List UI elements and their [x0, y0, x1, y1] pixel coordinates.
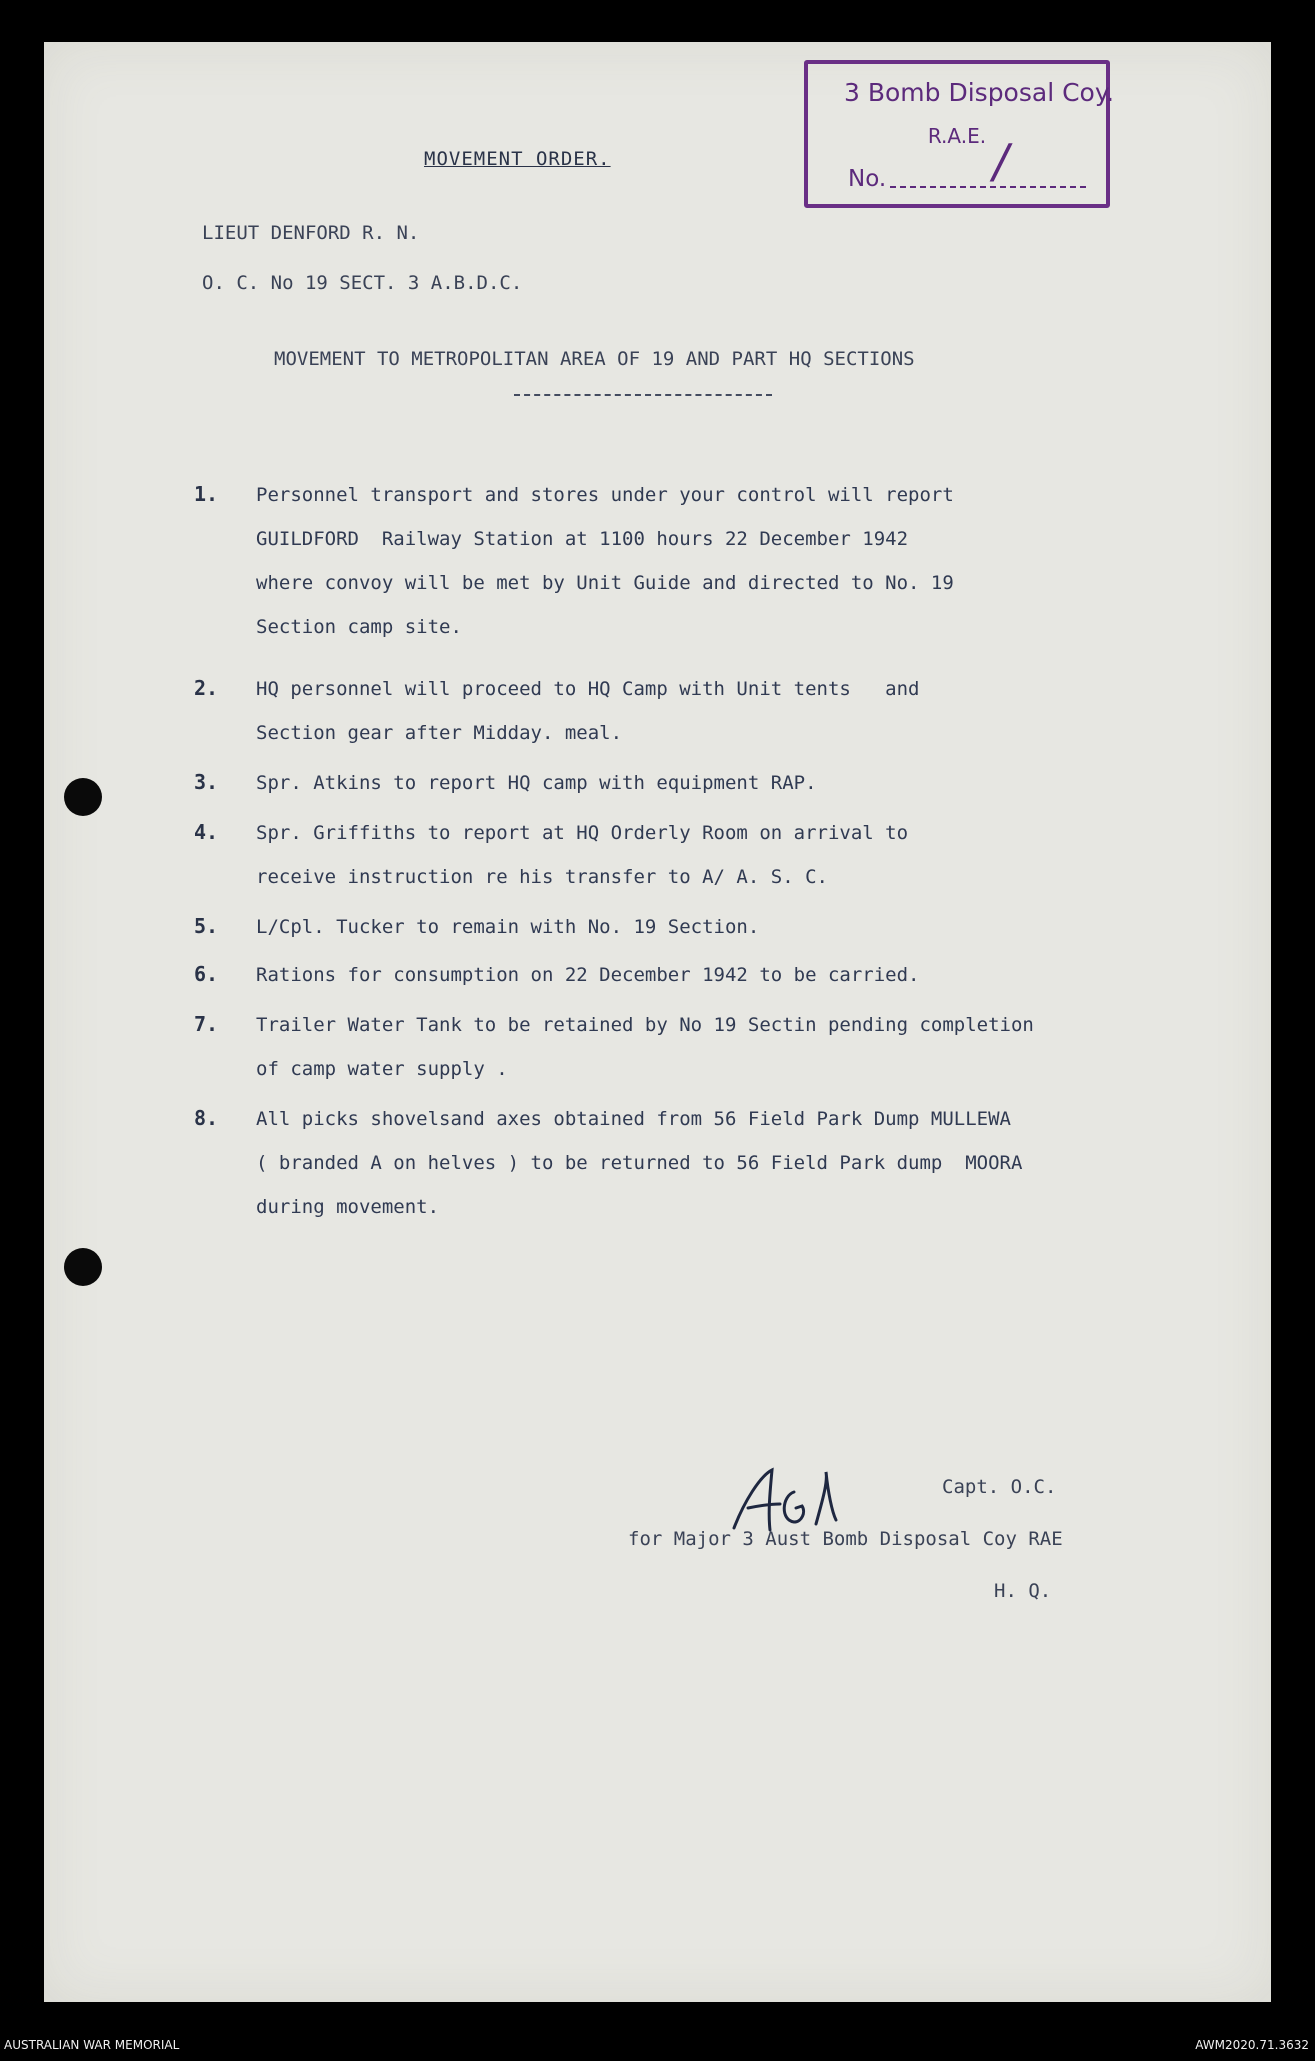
item-line: where convoy will be met by Unit Guide and directed to No. 19: [256, 572, 954, 594]
item-line: L/Cpl. Tucker to remain with No. 19 Section.: [256, 916, 760, 938]
archive-credit: AUSTRALIAN WAR MEMORIAL: [4, 2038, 180, 2052]
item-number: 2.: [194, 676, 219, 700]
item-line: Spr. Griffiths to report at HQ Orderly Room on arrival to: [256, 822, 909, 844]
item-line: All picks shovelsand axes obtained from 56 Field Park Dump MULLEWA: [256, 1108, 1011, 1130]
item-line: of camp water supply .: [256, 1058, 508, 1080]
item-number: 1.: [194, 482, 219, 506]
addressee-line-2: O. C. No 19 SECT. 3 A.B.D.C.: [202, 272, 523, 294]
addressee-line-1: LIEUT DENFORD R. N.: [202, 222, 420, 244]
punch-hole-top: [64, 778, 102, 816]
item-line: Section camp site.: [256, 616, 462, 638]
stamp-no-label: No.: [848, 166, 887, 192]
item-line: ( branded A on helves ) to be returned to 56 Field Park dump MOORA: [256, 1152, 1023, 1174]
item-number: 7.: [194, 1012, 219, 1036]
punch-hole-bottom: [64, 1248, 102, 1286]
stamp-unit-name: 3 Bomb Disposal Coy.: [844, 78, 1115, 107]
unit-stamp: [804, 60, 1115, 208]
item-number: 4.: [194, 820, 219, 844]
item-line: Personnel transport and stores under your control will report: [256, 484, 954, 506]
item-line: receive instruction re his transfer to A/ A. S. C.: [256, 866, 828, 888]
item-line: Trailer Water Tank to be retained by No 19 Sectin pending completion: [256, 1014, 1034, 1036]
stamp-number: /: [993, 134, 1009, 188]
stamp-corps: R.A.E.: [927, 124, 987, 148]
stamp-no-line: [890, 186, 1086, 188]
archive-reference: AWM2020.71.3632: [1195, 2038, 1309, 2052]
item-number: 8.: [194, 1106, 219, 1130]
signatory-for: for Major 3 Aust Bomb Disposal Coy RAE: [628, 1528, 1063, 1550]
document-title: MOVEMENT ORDER.: [424, 148, 611, 170]
item-number: 3.: [194, 770, 219, 794]
signatory-rank: Capt. O.C.: [942, 1476, 1057, 1498]
item-line: Spr. Atkins to report HQ camp with equipment RAP.: [256, 772, 817, 794]
item-number: 6.: [194, 962, 219, 986]
item-line: during movement.: [256, 1196, 440, 1218]
subject-divider: [514, 394, 772, 396]
document-page: [44, 42, 1271, 2002]
item-line: GUILDFORD Railway Station at 1100 hours 22 December 1942: [256, 528, 909, 550]
item-line: Rations for consumption on 22 December 1942 to be carried.: [256, 964, 920, 986]
item-number: 5.: [194, 914, 219, 938]
signatory-hq: H. Q.: [994, 1580, 1052, 1602]
item-line: HQ personnel will proceed to HQ Camp with Unit tents and: [256, 678, 920, 700]
subject-line: MOVEMENT TO METROPOLITAN AREA OF 19 AND PART HQ SECTIONS: [274, 348, 915, 370]
item-line: Section gear after Midday. meal.: [256, 722, 623, 744]
